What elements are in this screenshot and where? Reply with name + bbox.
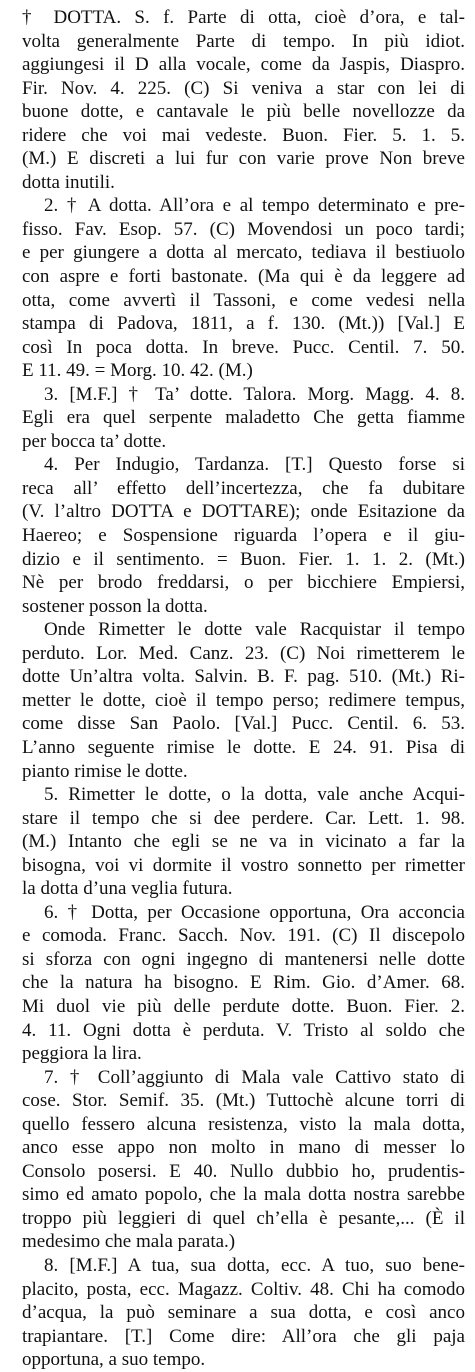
text-line: placito, posta, ecc. Magazz. Coltiv. 48. Chi ha comodo [22, 1278, 465, 1300]
text-line: 6. † Dotta, per Occasione opportuna, Ora acconcia [44, 901, 465, 923]
text-line: dotte Un’altra volta. Salvin. B. F. pag. 510. (Mt.) Ri- [22, 666, 465, 688]
text-line: (M.) Intanto che egli se ne va in vicinato a far la [22, 831, 465, 853]
text-line: stampa di Padova, 1811, a f. 130. (Mt.)) [Val.] E [22, 313, 465, 335]
text-line: cose. Stor. Semif. 35. (Mt.) Tuttochè alcune torri di [22, 1090, 465, 1112]
text-line: Haereo; e Sospensione riguarda l’opera e il giu- [22, 525, 465, 547]
text-line: Mi duol vie più delle perdute dotte. Buon. Fier. 2. [22, 995, 465, 1017]
text-line: reca all’ effetto dell’incertezza, che fa dubitare [22, 477, 465, 499]
text-line: fisso. Fav. Esop. 57. (C) Movendosi un poco tardi; [22, 218, 465, 240]
text-line: Fir. Nov. 4. 225. (C) Si veniva a star con lei di [22, 77, 465, 99]
text-line: e comoda. Franc. Sacch. Nov. 191. (C) Il discepolo [22, 925, 465, 947]
text-line: trapiantare. [T.] Come dire: All’ora che gli paja [22, 1325, 465, 1347]
text-line: che la natura ha bisogno. E Rim. Gio. d’Amer. 68. [22, 972, 465, 994]
text-line: metter le dotte, cioè il tempo perso; redimere tempus, [22, 689, 465, 711]
text-line: otta, come avvertì il Tassoni, e come vedesi nella [22, 289, 465, 311]
text-line: la dotta d’una veglia futura. [22, 878, 233, 900]
text-line: d’acqua, la può seminare a sua dotta, e così anco [22, 1302, 465, 1324]
text-line: si sforza con ogni ingegno di mantenersi nelle dotte [22, 948, 465, 970]
text-line: 5. Rimetter le dotte, o la dotta, vale anche Acqui- [44, 784, 465, 806]
text-line: (M.) E discreti a lui fur con varie prove Non breve [22, 148, 465, 170]
text-line: Nè per brodo freddarsi, o per bicchiere Empiersi, [22, 572, 465, 594]
text-line: ridere che voi mai vedeste. Buon. Fier. 5. 1. 5. [22, 124, 465, 146]
text-line: 8. [M.F.] A tua, sua dotta, ecc. A tuo, suo bene- [44, 1254, 465, 1276]
text-line: L’anno seguente rimise le dotte. E 24. 91. Pisa di [22, 736, 465, 758]
text-line: buone dotte, e cantavale le più belle novellozze da [22, 101, 465, 123]
text-line: simo ed amato popolo, che la mala dotta nostra sarebbe [22, 1184, 465, 1206]
text-line: con aspre e forti bastonate. (Ma qui è da leggere ad [22, 266, 465, 288]
text-line: Onde Rimetter le dotte vale Racquistar il tempo [44, 619, 465, 641]
text-line: medesimo che mala parata.) [22, 1231, 236, 1253]
text-line: sostener posson la dotta. [22, 595, 208, 617]
text-line: dizio e il sentimento. = Buon. Fier. 1. 1. 2. (Mt.) [22, 548, 465, 570]
entry-text-column [22, 6, 465, 1372]
text-line: 4. Per Indugio, Tardanza. [T.] Questo forse si [44, 454, 465, 476]
text-line: 4. 11. Ogni dotta è perduta. V. Tristo al soldo che [22, 1019, 465, 1041]
text-line: pianto rimise le dotte. [22, 760, 188, 782]
text-line: (V. l’altro DOTTA e DOTTARE); onde Esitazione da [22, 501, 465, 523]
text-line: 2. † A dotta. All’ora e al tempo determinato e pre- [44, 195, 465, 217]
text-line: perduto. Lor. Med. Canz. 23. (C) Noi rimetterem le [22, 642, 465, 664]
text-line: volta generalmente Parte di tempo. In più idiot. [22, 30, 465, 52]
text-line: Consolo posersi. E 40. Nullo dubbio ho, prudentis- [22, 1160, 465, 1182]
text-line: Egli era quel serpente maladetto Che getta fiamme [22, 407, 465, 429]
text-line: quello fessero alcuna resistenza, visto la mala dotta, [22, 1113, 465, 1135]
text-line: e per giungere a dotta al mercato, tediava il bestiuolo [22, 242, 465, 264]
text-line: dotta inutili. [22, 171, 115, 193]
text-line: stare il tempo che si dee perdere. Car. Lett. 1. 98. [22, 807, 465, 829]
text-line: anco esse appo non molto in mano di messer lo [22, 1137, 465, 1159]
text-line: bisogna, voi vi dormite il vostro sonnetto per rimetter [22, 854, 465, 876]
text-line: opportuna, a suo tempo. [22, 1349, 206, 1371]
text-line: per bocca ta’ dotte. [22, 430, 167, 452]
text-line: † DOTTA. S. f. Parte di otta, cioè d’ora, e tal- [22, 7, 465, 28]
text-line: così In poca dotta. In breve. Pucc. Centil. 7. 50. [22, 336, 465, 358]
text-line: troppo più leggieri di quel ch’ella è pesante,... (È il [22, 1207, 465, 1229]
text-line: peggiora la lira. [22, 1043, 142, 1065]
text-line: come disse San Paolo. [Val.] Pucc. Centil. 6. 53. [22, 713, 465, 735]
text-line: E 11. 49. = Morg. 10. 42. (M.) [22, 360, 253, 382]
text-line: aggiungesi il D alla vocale, come da Jaspis, Diaspro. [22, 54, 465, 76]
text-line: 3. [M.F.] † Ta’ dotte. Talora. Morg. Magg. 4. 8. [44, 383, 465, 405]
text-line: 7. † Coll’aggiunto di Mala vale Cattivo stato di [44, 1066, 465, 1088]
